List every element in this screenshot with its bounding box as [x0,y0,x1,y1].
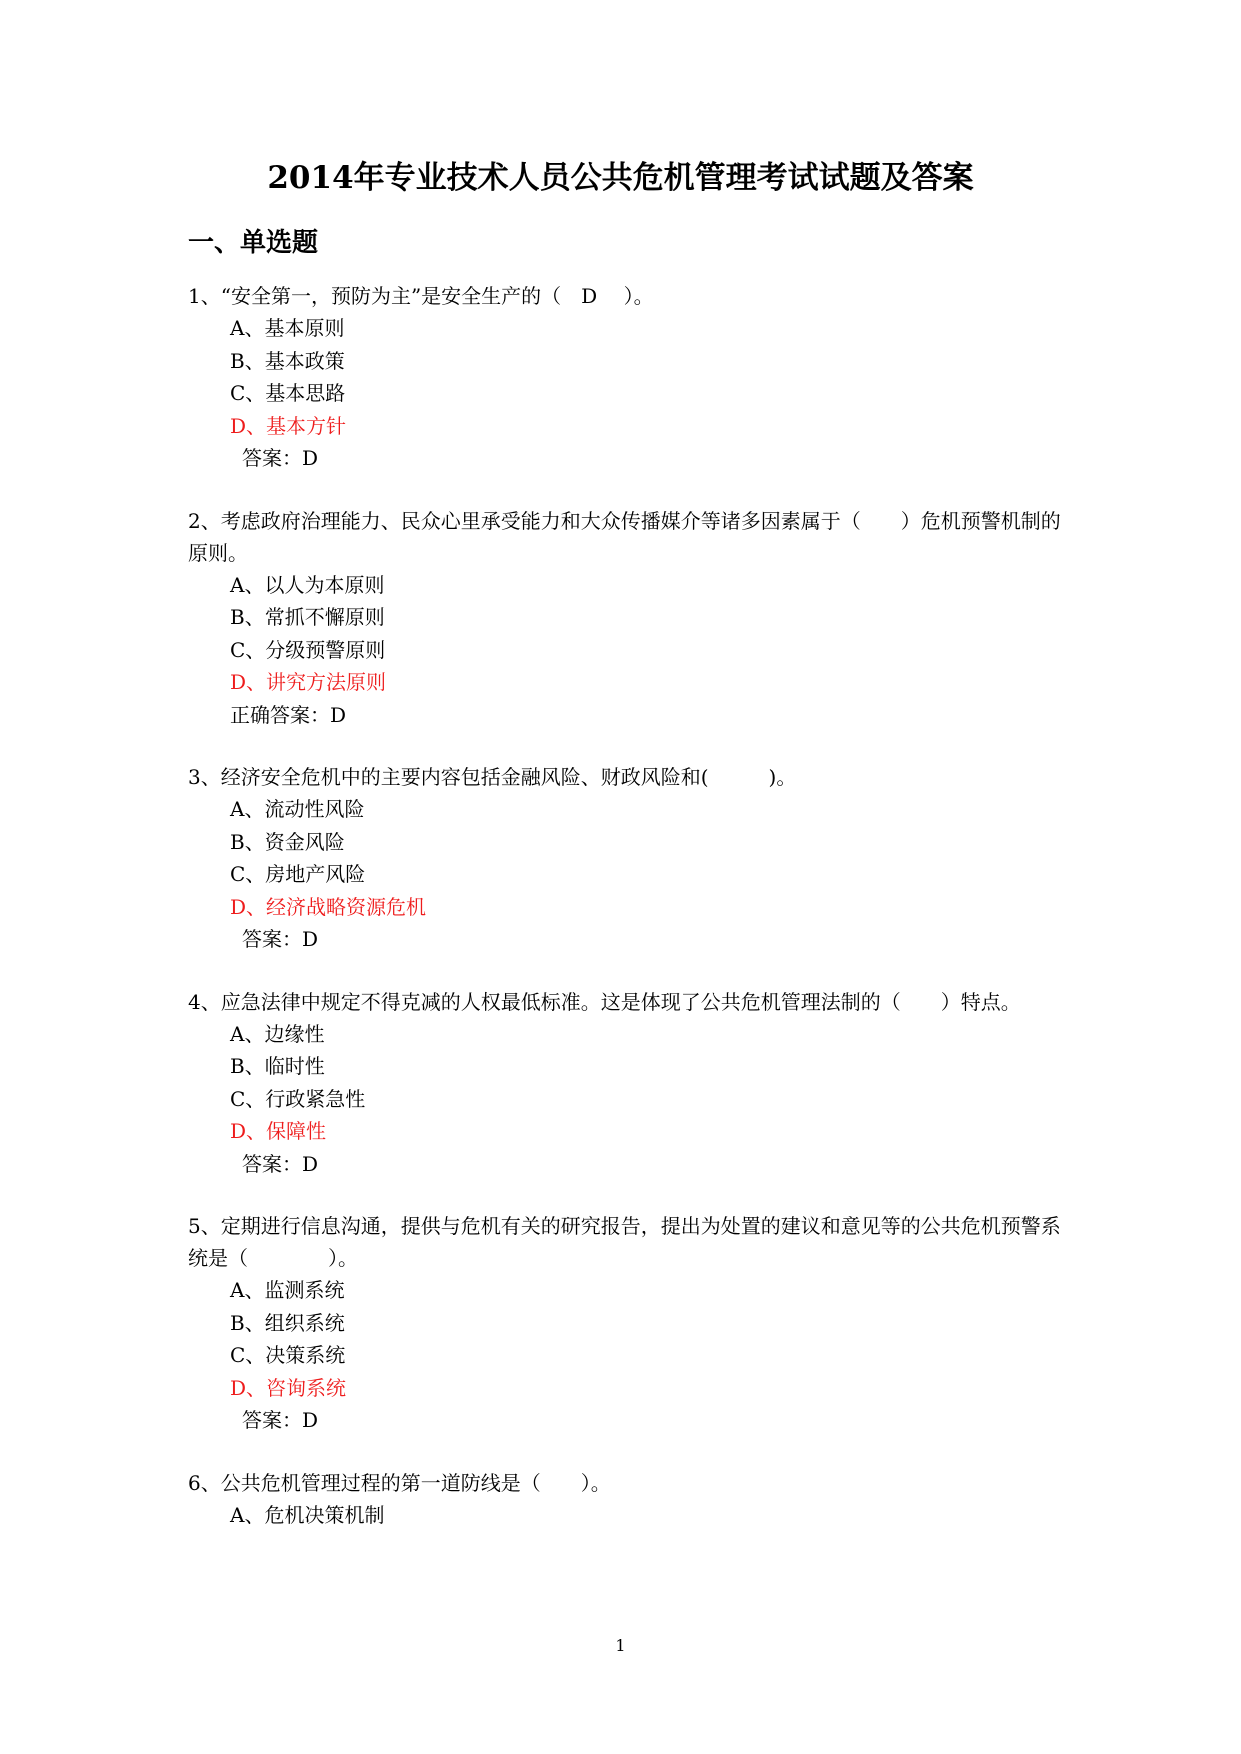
option-d-correct: D、经济战略资源危机 [230,894,427,919]
question-text: 3、经济安全危机中的主要内容包括金融风险、财政风险和( )。 [188,765,797,789]
page-number: 1 [615,1636,626,1655]
option-a: A、危机决策机制 [230,1502,385,1527]
option-d-correct: D、咨询系统 [230,1375,347,1400]
option-list [188,569,1068,699]
option-a: A、流动性风险 [230,797,365,821]
question-6 [188,1467,1068,1532]
section-heading: 一、单选题 [188,228,319,258]
option-c: C、分级预警原则 [230,637,386,662]
answer-text: 答案：D [242,1408,319,1432]
option-d-correct: D、讲究方法原则 [230,670,387,694]
question-text: 5、定期进行信息沟通，提供与危机有关的研究报告，提出为处置的建议和意见等的公共危机预警系统是（ ）。 [188,1214,1061,1270]
question-text: 2、考虑政府治理能力、民众心里承受能力和大众传播媒介等诸多因素属于（ ）危机预警机制的原则。 [188,508,1061,565]
question-1 [188,280,1068,475]
option-a: A、以人为本原则 [230,572,385,597]
option-a: A、监测系统 [230,1278,345,1302]
answer-text: 正确答案：D [230,702,347,727]
option-list [188,1499,1068,1532]
option-c: C、基本思路 [230,381,346,405]
question-4 [188,986,1068,1181]
question-2 [188,505,1068,732]
option-c: C、行政紧急性 [230,1086,366,1111]
option-c: C、决策系统 [230,1343,346,1367]
option-c: C、房地产风险 [230,862,366,886]
option-list [188,793,1068,923]
option-b: B、资金风险 [230,829,345,854]
option-list [188,312,1068,442]
option-b: B、基本政策 [230,348,345,373]
answer-text: 答案：D [242,927,319,951]
question-3 [188,761,1068,956]
answer-text: 答案：D [242,446,319,470]
option-b: B、常抓不懈原则 [230,605,385,629]
page-title: 2014年专业技术人员公共危机管理考试试题及答案 [267,160,974,196]
question-text: 6、公共危机管理过程的第一道防线是（ ）。 [188,1470,611,1495]
option-b: B、临时性 [230,1054,325,1078]
option-a: A、边缘性 [230,1021,325,1046]
option-list [188,1274,1068,1404]
option-d-correct: D、基本方针 [230,413,347,438]
option-b: B、组织系统 [230,1310,345,1335]
question-list [188,280,1068,1561]
question-text: 4、应急法律中规定不得克减的人权最低标准。这是体现了公共危机管理法制的（ ）特点。 [188,989,1021,1014]
answer-text: 答案：D [242,1151,319,1176]
option-list [188,1018,1068,1148]
option-d-correct: D、保障性 [230,1119,327,1143]
question-text: 1、“安全第一，预防为主”是安全生产的（ D ）。 [188,284,654,308]
question-5 [188,1210,1068,1437]
option-a: A、基本原则 [230,316,345,340]
